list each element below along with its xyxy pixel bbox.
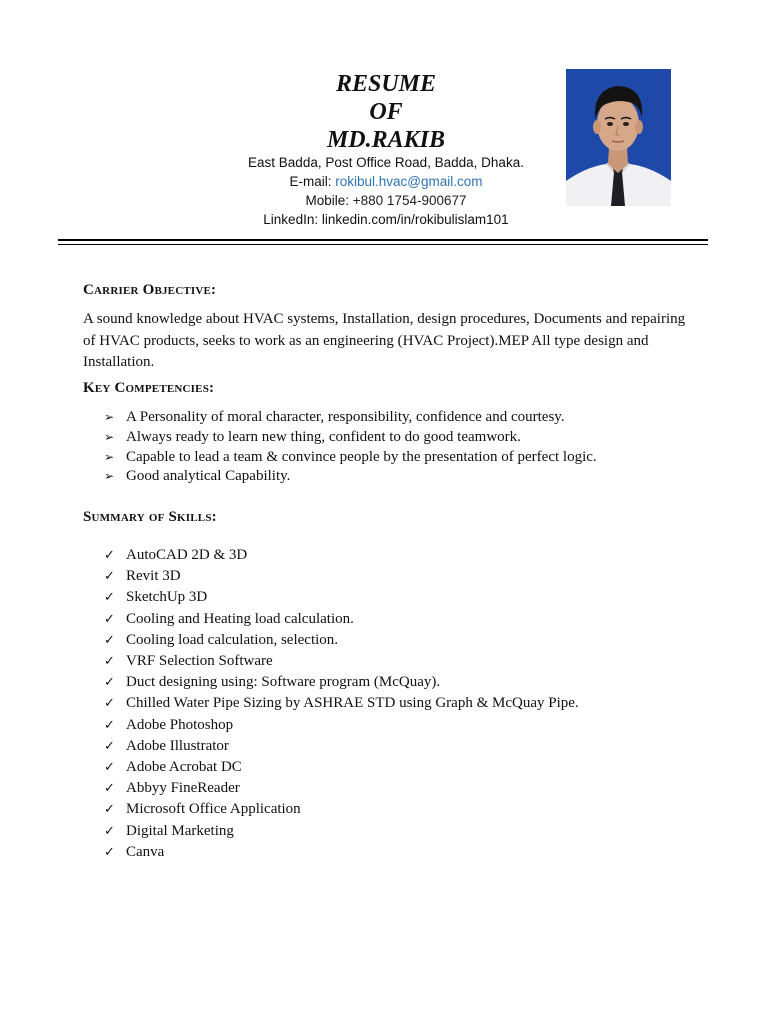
checkmark-icon: ✓ — [104, 781, 115, 797]
skill-text: Abbyy FineReader — [126, 780, 240, 797]
arrow-bullet-icon: ➢ — [104, 469, 115, 484]
skill-item — [104, 609, 579, 630]
checkmark-icon: ✓ — [104, 717, 115, 733]
competency-item — [104, 428, 597, 448]
applicant-name: MD.RAKIB — [326, 127, 446, 153]
skill-text: Chilled Water Pipe Sizing by ASHRAE STD using Graph & McQuay Pipe. — [126, 695, 579, 712]
profile-photo — [566, 69, 671, 206]
resume-title: RESUME — [335, 71, 437, 97]
checkmark-icon: ✓ — [104, 569, 115, 585]
skill-item — [104, 545, 579, 566]
portrait-image — [566, 69, 671, 206]
competency-text: A Personality of moral character, responsibility, confidence and courtesy. — [126, 409, 565, 425]
checkmark-icon: ✓ — [104, 548, 115, 563]
skill-item — [104, 715, 579, 736]
competencies-heading: Key Competencies: — [83, 380, 215, 396]
skill-item — [104, 587, 579, 608]
checkmark-icon: ✓ — [104, 738, 115, 754]
header-divider-thin — [58, 244, 708, 245]
mobile-line — [200, 191, 572, 210]
arrow-bullet-icon: ➢ — [104, 410, 115, 424]
checkmark-icon: ✓ — [104, 611, 115, 627]
skill-item — [104, 566, 579, 587]
skill-item — [104, 693, 579, 714]
skill-item — [104, 736, 579, 757]
email-line — [200, 172, 572, 191]
email-link[interactable]: rokibul.hvac@gmail.com — [335, 174, 483, 189]
objective-heading: Carrier Objective: — [83, 282, 217, 298]
checkmark-icon: ✓ — [104, 696, 115, 712]
mobile-label: Mobile: — [305, 193, 353, 208]
skill-text: AutoCAD 2D & 3D — [126, 547, 248, 563]
skill-text: Cooling load calculation, selection. — [126, 631, 339, 648]
competency-text: Good analytical Capability. — [126, 468, 291, 485]
competency-item — [104, 448, 597, 468]
skill-item — [104, 842, 579, 863]
competency-item — [104, 408, 597, 428]
skill-item — [104, 799, 579, 820]
skills-list — [104, 545, 579, 863]
skill-text: Revit 3D — [126, 568, 181, 585]
skill-item — [104, 630, 579, 651]
skill-item — [104, 778, 579, 799]
objective-text: A sound knowledge about HVAC systems, Installation, design procedures, Documents and repairing of HVAC products, seeks to work as an engineering (HVAC Project).MEP All type design and Installation. — [83, 311, 686, 370]
skill-item — [104, 821, 579, 842]
linkedin-line: LinkedIn: linkedin.com/in/rokibulislam101 — [263, 212, 509, 227]
skill-item — [104, 651, 579, 672]
competency-text: Always ready to learn new thing, confident to do good teamwork. — [126, 428, 521, 445]
checkmark-icon: ✓ — [104, 675, 115, 691]
skill-text: SketchUp 3D — [126, 589, 208, 606]
mobile-number: +880 1754-900677 — [352, 193, 467, 208]
arrow-bullet-icon: ➢ — [104, 429, 115, 444]
resume-title-of: OF — [369, 99, 403, 125]
checkmark-icon: ✓ — [104, 844, 115, 860]
checkmark-icon: ✓ — [104, 590, 115, 606]
skill-item — [104, 757, 579, 778]
skill-text: Microsoft Office Application — [126, 801, 301, 818]
skill-text: Adobe Photoshop — [126, 716, 234, 733]
skill-text: Canva — [126, 843, 165, 860]
skill-text: Digital Marketing — [126, 822, 234, 839]
competency-item — [104, 467, 597, 487]
checkmark-icon: ✓ — [104, 823, 115, 839]
checkmark-icon: ✓ — [104, 632, 115, 648]
checkmark-icon: ✓ — [104, 760, 115, 776]
address: East Badda, Post Office Road, Badda, Dhaka. — [248, 155, 524, 170]
skill-text: Cooling and Heating load calculation. — [126, 610, 354, 627]
competencies-list — [104, 408, 597, 487]
header-divider-thick — [58, 239, 708, 241]
competency-text: Capable to lead a team & convince people by the presentation of perfect logic. — [126, 448, 597, 465]
skills-heading: Summary of Skills: — [83, 509, 217, 525]
skill-text: Adobe Illustrator — [126, 737, 229, 754]
arrow-bullet-icon: ➢ — [104, 449, 115, 464]
skill-item — [104, 672, 579, 693]
checkmark-icon: ✓ — [104, 654, 115, 670]
skill-text: VRF Selection Software — [126, 653, 273, 670]
email-label: E-mail: — [289, 174, 336, 189]
skill-text: Duct designing using: Software program (McQuay). — [126, 674, 441, 691]
skill-text: Adobe Acrobat DC — [126, 759, 242, 776]
checkmark-icon: ✓ — [104, 802, 115, 818]
